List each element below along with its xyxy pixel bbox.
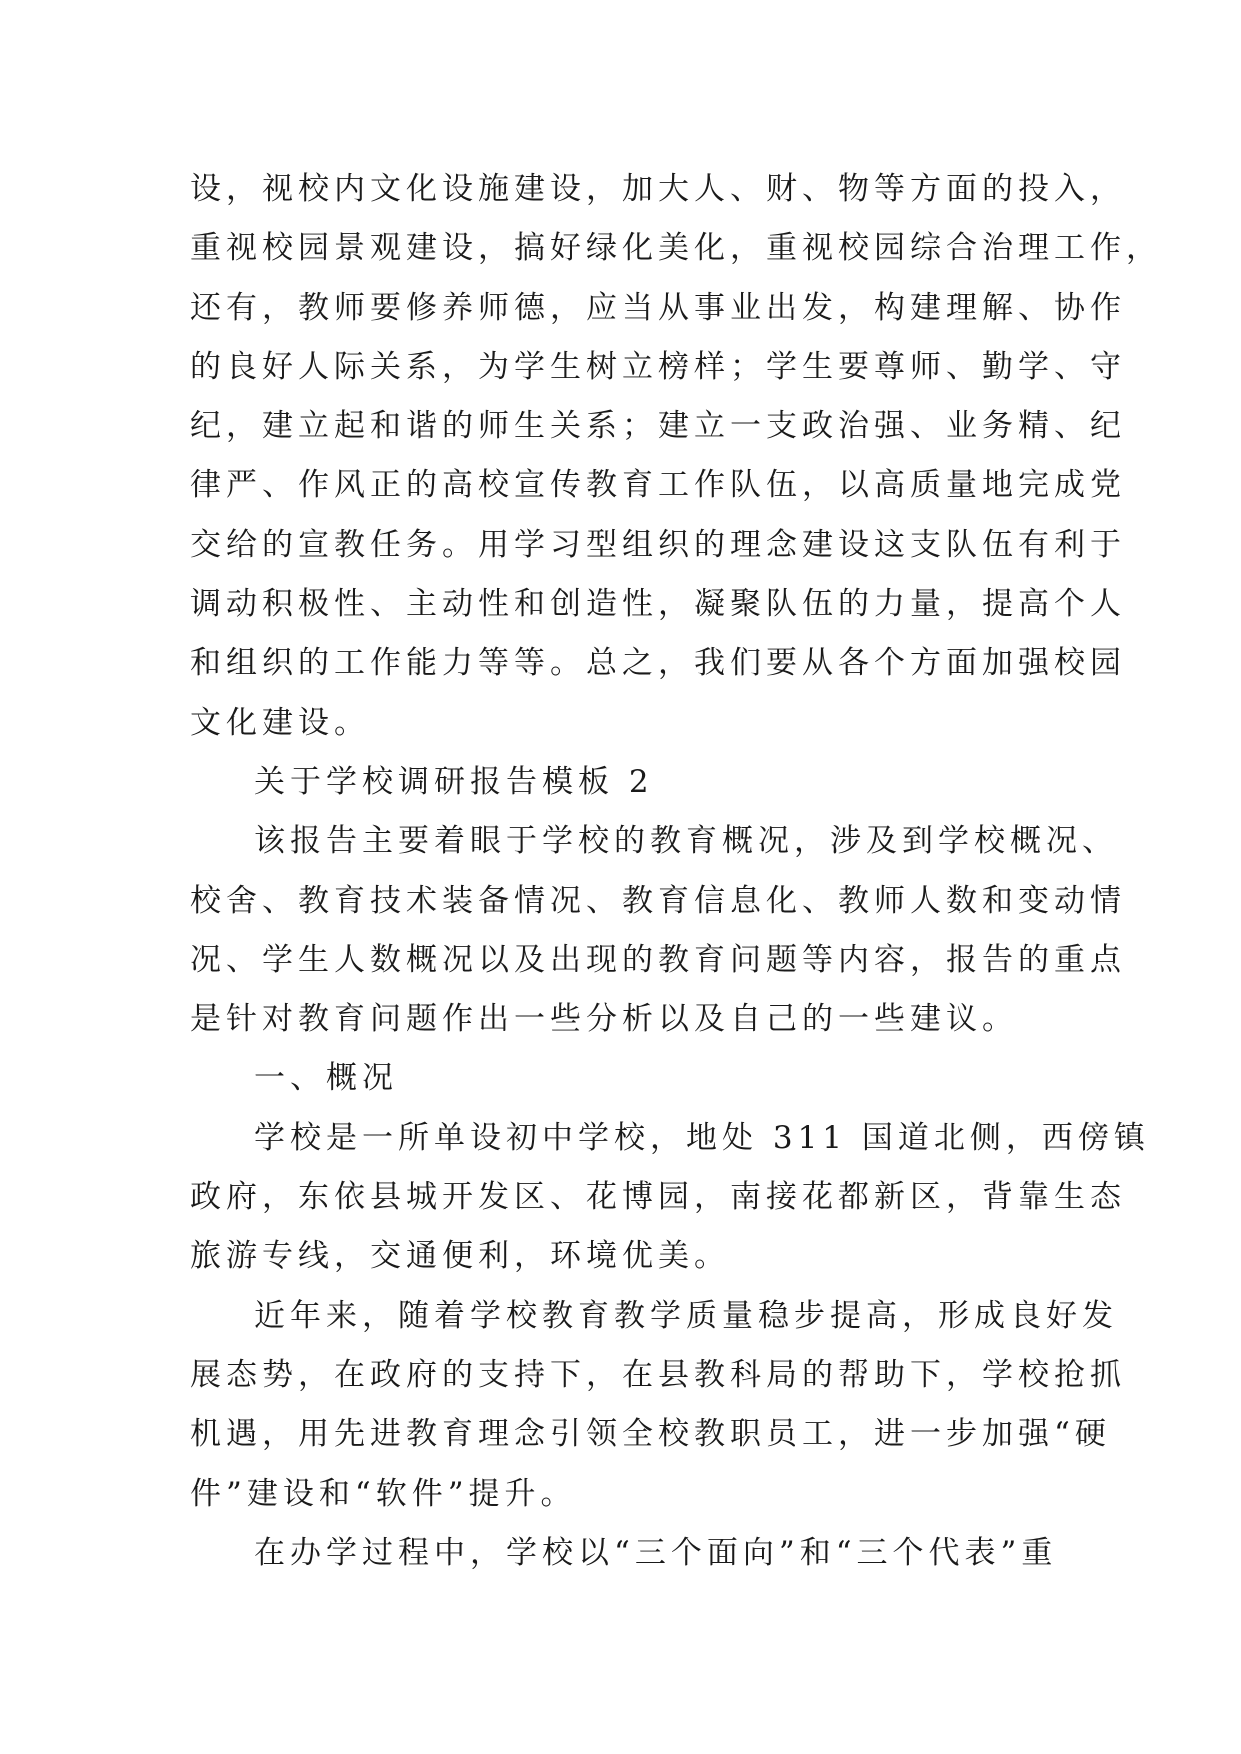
- text-line: 是针对教育问题作出一些分析以及自己的一些建议。: [190, 1001, 1018, 1038]
- text-line: 设，视校内文化设施建设，加大人、财、物等方面的投入，: [190, 171, 1126, 207]
- text-line: 律严、作风正的高校宣传教育工作队伍，以高质量地完成党: [190, 467, 1126, 504]
- text-line: 和组织的工作能力等等。总之，我们要从各个方面加强校园: [190, 645, 1126, 682]
- text-line: 还有，教师要修养师德，应当从事业出发，构建理解、协作: [190, 289, 1126, 326]
- text-line: 政府，东依县城开发区、花博园，南接花都新区，背靠生态: [190, 1179, 1126, 1216]
- section-heading: 一、概况: [254, 1060, 398, 1097]
- text-line: 交给的宣教任务。用学习型组织的理念建设这支队伍有利于: [190, 526, 1126, 563]
- section-title: 关于学校调研报告模板 2: [254, 763, 654, 800]
- text-line: 展态势，在政府的支持下，在县教科局的帮助下，学校抢抓: [190, 1356, 1126, 1393]
- text-line: 学校是一所单设初中学校，地处 311 国道北侧，西傍镇: [254, 1119, 1150, 1156]
- text-line: 机遇，用先进教育理念引领全校教职员工，进一步加强“硬: [190, 1416, 1111, 1453]
- text-line: 况、学生人数概况以及出现的教育问题等内容，报告的重点: [190, 941, 1126, 978]
- text-line: 件”建设和“软件”提升。: [190, 1475, 577, 1512]
- text-line: 在办学过程中，学校以“三个面向”和“三个代表”重: [254, 1534, 1058, 1571]
- text-line: 纪，建立起和谐的师生关系；建立一支政治强、业务精、纪: [190, 408, 1126, 445]
- text-line: 近年来，随着学校教育教学质量稳步提高，形成良好发: [254, 1297, 1118, 1334]
- text-line: 调动积极性、主动性和创造性，凝聚队伍的力量，提高个人: [190, 586, 1126, 623]
- text-line: 该报告主要着眼于学校的教育概况，涉及到学校概况、: [254, 823, 1118, 860]
- text-line: 校舍、教育技术装备情况、教育信息化、教师人数和变动情: [190, 882, 1126, 919]
- text-line: 重视校园景观建设，搞好绿化美化，重视校园综合治理工作，: [190, 230, 1162, 267]
- text-line: 的良好人际关系，为学生树立榜样；学生要尊师、勤学、守: [190, 348, 1126, 385]
- text-line: 旅游专线，交通便利，环境优美。: [190, 1238, 730, 1275]
- text-line: 文化建设。: [190, 704, 370, 741]
- document-body: [190, 160, 1162, 1583]
